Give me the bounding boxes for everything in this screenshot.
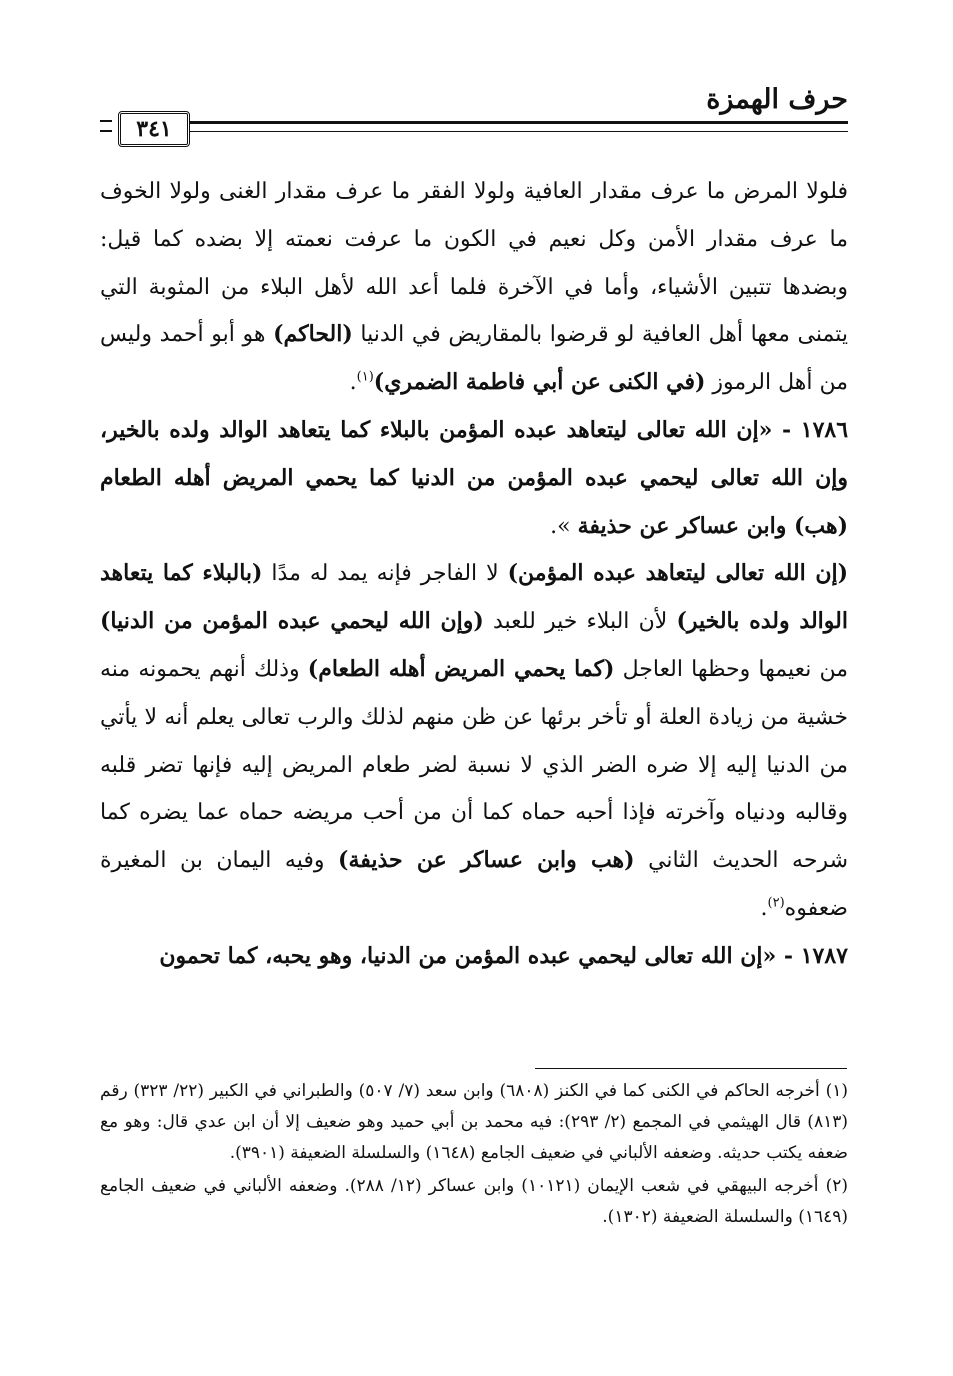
paragraph-commentary-1	[100, 168, 848, 407]
header-ornament	[100, 120, 112, 132]
quoted-phrase: (كما يحمي المريض أهله الطعام)	[307, 655, 615, 682]
hadith-number: ١٧٨٧	[800, 942, 848, 969]
commentary-text: فلولا المرض ما عرف مقدار العافية ولولا الفقر ما عرف مقدار الغنى ولولا الخوف ما عرف مقدار الأمن وكل نعيم في الكون ما عرفت نعمته إلا بضده كما قيل: وبضدها تتبين الأشياء، وأما في الآخرة فلما أعد الله لأهل البلاء من المثوبة التي يتمنى معها أهل العافية لو قرضوا بالمقاريض في الدنيا	[100, 179, 848, 348]
header-rule	[190, 121, 848, 132]
commentary-text: وذلك أنهم يحمونه منه خشية من زيادة العلة أو تأخر برئها عن ظن منهم لذلك والرب تعالى يعلم أنه لا يأتي من الدنيا إليه إلا ضره الضر الذي لا نسبة لضر طعام المريض إليه فإنها تضر قلبه وقالبه ودنياه وآخرته فإذا أحبه حماه كما أن من أحب مريضه حماه عما يضره كما شرحه الحديث الثاني	[100, 656, 849, 874]
footnote-2: (٢) أخرجه البيهقي في شعب الإيمان (١٠١٢١) وابن عساكر (١٢/ ٢٨٨). وضعفه الألباني في ضعيف الجامع (١٦٤٩) والسلسلة الضعيفة (١٣٠٢).	[100, 1176, 848, 1227]
footnote-marker: (٢)	[767, 895, 785, 911]
commentary-text: .	[760, 895, 768, 921]
quoted-phrase: (إن الله تعالى ليتعاهد عبده المؤمن)	[507, 560, 848, 587]
hadith-number: ١٧٨٦	[800, 416, 849, 443]
hadith-1787	[100, 933, 848, 981]
hadith-1786	[100, 407, 848, 550]
footnotes	[100, 1076, 848, 1235]
paragraph-commentary-2	[100, 550, 848, 932]
hadith-tail: ».	[550, 513, 578, 539]
footnote-marker: (١)	[356, 369, 374, 385]
commentary-text: .	[349, 370, 357, 396]
footnote-separator	[535, 1068, 847, 1069]
commentary-text: وفيه اليمان بن المغيرة ضعفوه	[100, 848, 848, 921]
chapter-title: حرف الهمزة	[706, 84, 848, 115]
page-number: ٣٤١	[118, 111, 190, 147]
hadith-text: - «إن الله تعالى ليتعاهد عبده المؤمن بالبلاء كما يتعاهد الوالد ولده بالخير، وإن الله تعالى ليحمي عبده المؤمن من الدنيا كما يحمي المريض أهله الطعام (هب) وابن عساكر عن حذيفة	[100, 416, 848, 539]
quoted-phrase: (وإن الله ليحمي عبده المؤمن من الدنيا)	[100, 608, 484, 635]
hadith-text: - «إن الله تعالى ليحمي عبده المؤمن من الدنيا، وهو يحبه، كما تحمون	[159, 942, 801, 969]
source-reference: (في الكنى عن أبي فاطمة الضمري)	[373, 369, 706, 396]
commentary-text: لا الفاجر فإنه يمد له مدًا	[262, 561, 508, 587]
commentary-text: لأن البلاء خير للعبد	[483, 609, 677, 635]
quoted-phrase: (بالبلاء كما يتعاهد الوالد ولده بالخير)	[100, 560, 848, 635]
footnote-1: (١) أخرجه الحاكم في الكنى كما في الكنز (٦٨٠٨) وابن سعد (٧/ ٥٠٧) والطبراني في الكبير (٢٢/ ٣٢٣) رقم (٨١٣) قال الهيثمي في المجمع (٢/ ٢٩٣): فيه محمد بن أبي حميد وهو ضعيف إلا أن ابن عدي قال: وهو مع ضعفه يكتب حديثه. وضعفه الألباني في ضعيف الجامع (١٦٤٨) والسلسلة الضعيفة (٣٩٠١).	[100, 1081, 848, 1163]
source-reference: (الحاكم)	[273, 321, 353, 348]
page-header	[100, 82, 848, 152]
commentary-text: من نعيمها وحظها العاجل	[614, 656, 849, 682]
source-reference: (هب وابن عساكر عن حذيفة)	[338, 847, 635, 874]
body-text	[100, 168, 848, 981]
commentary-text: هو أبو أحمد وليس من أهل الرموز	[100, 322, 848, 396]
